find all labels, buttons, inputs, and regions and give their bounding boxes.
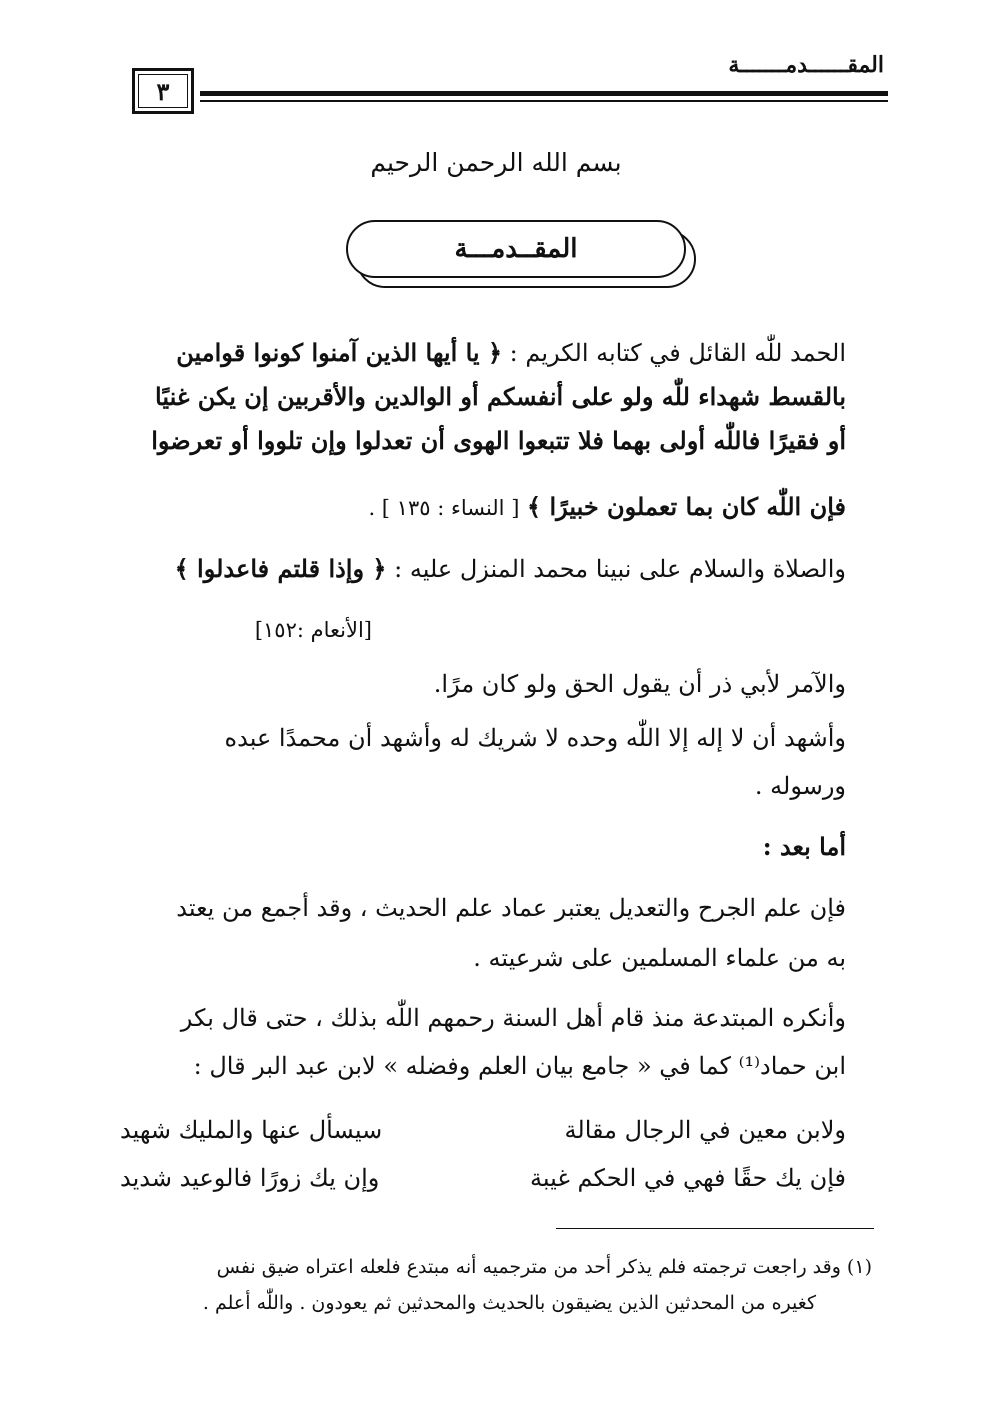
paragraph-1-line-4	[120, 488, 846, 527]
paragraph-1-line-2: بالقسط شهداء للّٰه ولو على أنفسكم أو الوالدين والأقربين إن يكن غنيًا	[155, 382, 846, 411]
paragraph-4-line-1: وأشهد أن لا إله إلا اللّٰه وحده لا شريك له وأشهد أن محمدًا عبده	[224, 724, 846, 752]
chapter-title-frame	[346, 220, 686, 278]
paragraph-4-line-2: ورسوله .	[754, 772, 846, 800]
quran-quote: ﴿ يا أيها الذين آمنوا كونوا قوامين	[176, 338, 503, 367]
chapter-title: المقــدمـــة	[454, 234, 578, 264]
paragraph-6-line-1: وأنكره المبتدعة منذ قام أهل السنة رحمهم اللّٰه بذلك ، حتى قال بكر	[180, 1004, 846, 1032]
quran-quote: ﴿ وإذا قلتم فاعدلوا ﴾	[174, 554, 387, 583]
paragraph-1-line-3: أو فقيرًا فاللّٰه أولى بهما فلا تتبعوا الهوى أن تعدلوا وإن تلووا أو تعرضوا	[151, 426, 846, 455]
footnote-line-1: (١) وقد راجعت ترجمته فلم يذكر أحد من مترجميه أنه مبتدع فلعله اعتراه ضيق نفس	[216, 1256, 872, 1278]
page-number-label: ٣	[156, 76, 170, 106]
basmala: بسم الله الرحمن الرحيم	[370, 148, 622, 177]
paragraph-1-line-1	[120, 334, 846, 372]
header-rule	[200, 91, 888, 96]
verse-reference: [ النساء : ١٣٥ ] .	[368, 496, 520, 520]
poem-hemistich: ولابن معين في الرجال مقالة	[564, 1116, 846, 1144]
poem-hemistich: فإن يك حقًا فهي في الحكم غيبة	[530, 1164, 846, 1192]
poem-hemistich: وإن يك زورًا فالوعيد شديد	[120, 1164, 380, 1192]
paragraph-2-line-1	[120, 550, 846, 588]
paragraph-5-line-2: به من علماء المسلمين على شرعيته .	[473, 944, 846, 972]
paragraph-6-line-2: ابن حماد⁽¹⁾ كما في « جامع بيان العلم وفضله » لابن عبد البر قال :	[193, 1052, 846, 1080]
paragraph-3: والآمر لأبي ذر أن يقول الحق ولو كان مرًا.	[433, 670, 846, 698]
footnote-line-2: كغيره من المحدثين الذين يضيقون بالحديث والمحدثين ثم يعودون . واللّٰه أعلم .	[202, 1292, 816, 1314]
running-title: المقــــــدمـــــــة	[728, 52, 884, 78]
quran-quote-end: فإن اللّٰه كان بما تعملون خبيرًا ﴾	[527, 492, 846, 521]
amma-baad-heading: أما بعد :	[762, 832, 846, 861]
footnote-separator	[556, 1228, 874, 1229]
verse-reference: [الأنعام :١٥٢]	[254, 618, 372, 642]
header-rule-thin	[200, 100, 888, 102]
paragraph-5-line-1: فإن علم الجرح والتعديل يعتبر عماد علم الحديث ، وقد أجمع من يعتد	[176, 894, 846, 922]
page-number	[132, 68, 194, 114]
paragraph-1-intro: الحمد للّٰه القائل في كتابه الكريم :	[502, 339, 846, 367]
paragraph-2-intro: والصلاة والسلام على نبينا محمد المنزل عليه :	[386, 555, 846, 583]
poem-hemistich: سيسأل عنها والمليك شهيد	[120, 1116, 383, 1144]
